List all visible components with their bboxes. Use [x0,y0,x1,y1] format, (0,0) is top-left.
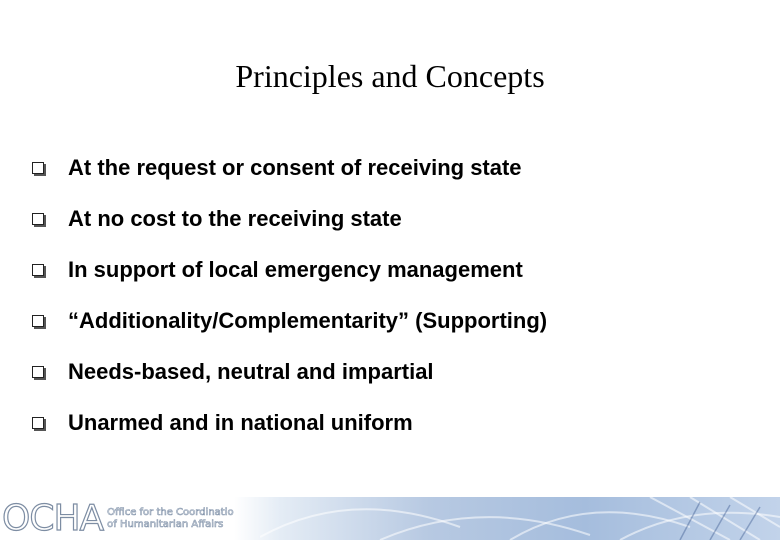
list-item [32,397,547,448]
checkbox-bullet-icon [32,213,44,225]
list-item [32,244,547,295]
bullet-text: Needs-based, neutral and impartial [68,358,434,384]
checkbox-bullet-icon [32,162,44,174]
bullet-text: In support of local emergency management [68,256,523,282]
checkbox-bullet-icon [32,315,44,327]
logo-mark: OCHA [2,498,104,539]
footer-band [0,497,780,540]
list-item [32,193,547,244]
bullet-text: At the request or consent of receiving state [68,154,522,180]
logo-line-2: of Humanitarian Affairs [107,519,224,530]
bullet-text: “Additionality/Complementarity” (Supporting) [68,307,548,333]
globe-pattern-icon [260,497,780,540]
logo-line-1: Office for the Coordinatio [107,507,234,518]
logo-subtitle [107,507,233,531]
bullet-list [32,142,547,448]
list-item [32,142,547,193]
checkbox-bullet-icon [32,264,44,276]
bullet-text: Unarmed and in national uniform [68,409,413,435]
ocha-logo [2,499,234,539]
list-item [32,295,547,346]
checkbox-bullet-icon [32,366,44,378]
bullet-text: At no cost to the receiving state [68,205,402,231]
checkbox-bullet-icon [32,417,44,429]
slide-title: Principles and Concepts [235,58,545,94]
list-item [32,346,547,397]
